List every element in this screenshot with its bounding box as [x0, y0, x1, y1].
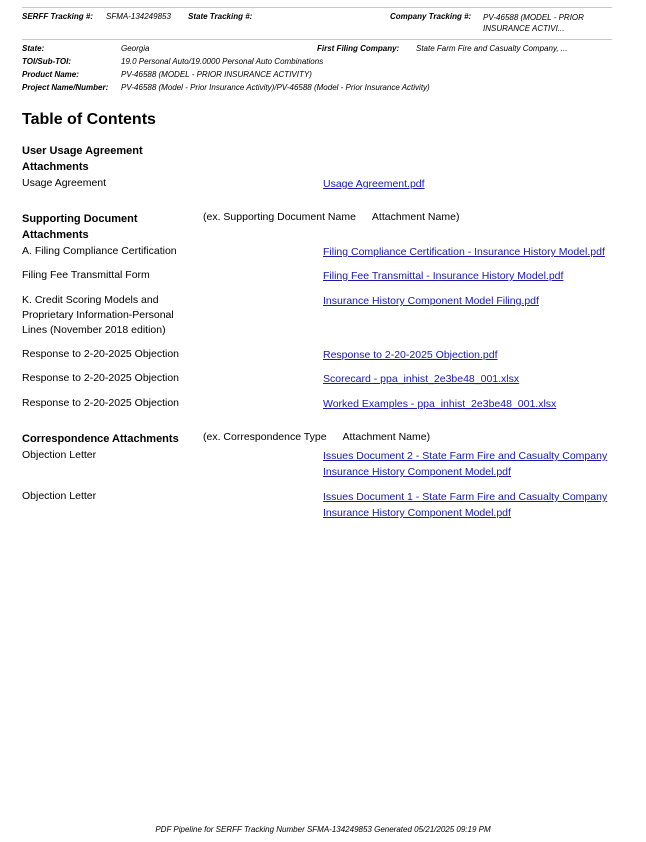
product-label: Product Name:: [22, 70, 79, 79]
correspondence-note-type: (ex. Correspondence Type: [203, 431, 327, 443]
attachment-label: Response to 2-20-2025 Objection: [22, 372, 180, 384]
attachment-label: Objection Letter: [22, 449, 97, 461]
correspondence-column-note: [203, 431, 430, 443]
user-usage-section-heading: [22, 143, 143, 175]
company-tracking-label: Company Tracking #:: [390, 12, 472, 21]
toi-label: TOI/Sub-TOI:: [22, 57, 72, 66]
first-filing-company-label: First Filing Company:: [317, 44, 400, 53]
header-bottom-rule: [22, 39, 612, 40]
scorecard-link[interactable]: Scorecard - ppa_inhist_2e3be48_001.xlsx: [323, 373, 520, 385]
user-usage-heading-line2: Attachments: [22, 161, 89, 173]
state-value: Georgia: [121, 44, 150, 53]
attachment-label: K. Credit Scoring Models and Proprietary Information-Personal Lines (November 2018 edition): [22, 294, 174, 336]
page-footer: PDF Pipeline for SERFF Tracking Number SFMA-134249853 Generated 05/21/2025 09:19 PM: [155, 825, 491, 834]
supporting-note-attachment: Attachment Name): [371, 211, 460, 223]
state-row: [22, 44, 612, 56]
project-value: PV-46588 (Model - Prior Insurance Activity)/PV-46588 (Model - Prior Insurance Activity): [121, 83, 430, 92]
attachment-label: Usage Agreement: [22, 177, 107, 189]
product-row: [22, 70, 612, 82]
correspondence-note-attachment: Attachment Name): [342, 431, 431, 443]
worked-examples-link[interactable]: Worked Examples - ppa_inhist_2e3be48_001.xlsx: [323, 398, 557, 410]
supporting-heading-line2: Attachments: [22, 229, 89, 241]
serff-tracking-value: SFMA-134249853: [106, 12, 171, 21]
project-label: Project Name/Number:: [22, 83, 109, 92]
filing-fee-link[interactable]: Filing Fee Transmittal - Insurance History Model.pdf: [323, 270, 564, 282]
issues-document-2-link[interactable]: Issues Document 2 - State Farm Fire and Casualty Company Insurance History Component Model.pdf: [323, 450, 608, 478]
objection-response-link[interactable]: Response to 2-20-2025 Objection.pdf: [323, 349, 498, 361]
attachment-label: A. Filing Compliance Certification: [22, 245, 177, 257]
attachment-label: Filing Fee Transmittal Form: [22, 269, 150, 281]
attachment-label: Response to 2-20-2025 Objection: [22, 348, 180, 360]
filing-compliance-link[interactable]: Filing Compliance Certification - Insurance History Model.pdf: [323, 246, 605, 258]
state-tracking-label: State Tracking #:: [188, 12, 253, 21]
user-usage-heading-line1: User Usage Agreement: [22, 145, 143, 157]
attachment-label: Objection Letter: [22, 490, 97, 502]
state-label: State:: [22, 44, 45, 53]
tracking-header: [22, 12, 612, 38]
first-filing-company-value: State Farm Fire and Casualty Company, ...: [416, 44, 568, 53]
toi-row: [22, 57, 612, 69]
attachment-label: Response to 2-20-2025 Objection: [22, 397, 180, 409]
model-filing-link[interactable]: Insurance History Component Model Filing.pdf: [323, 295, 539, 307]
toi-value: 19.0 Personal Auto/19.0000 Personal Auto Combinations: [121, 57, 324, 66]
serff-tracking-label: SERFF Tracking #:: [22, 12, 93, 21]
supporting-section-heading: [22, 211, 138, 243]
supporting-note-name: (ex. Supporting Document Name: [203, 211, 356, 223]
usage-agreement-link[interactable]: Usage Agreement.pdf: [323, 178, 425, 190]
project-row: [22, 83, 612, 95]
supporting-heading-line1: Supporting Document: [22, 213, 138, 225]
supporting-column-note: [203, 211, 459, 223]
issues-document-1-link[interactable]: Issues Document 1 - State Farm Fire and Casualty Company Insurance History Component Model.pdf: [323, 491, 608, 519]
header-top-rule: [22, 7, 612, 8]
correspondence-section-heading: Correspondence Attachments: [22, 433, 179, 445]
product-value: PV-46588 (MODEL - PRIOR INSURANCE ACTIVITY): [121, 70, 312, 79]
page-title: Table of Contents: [22, 111, 156, 128]
company-tracking-value: PV-46588 (MODEL - PRIOR INSURANCE ACTIVI...: [483, 13, 584, 33]
